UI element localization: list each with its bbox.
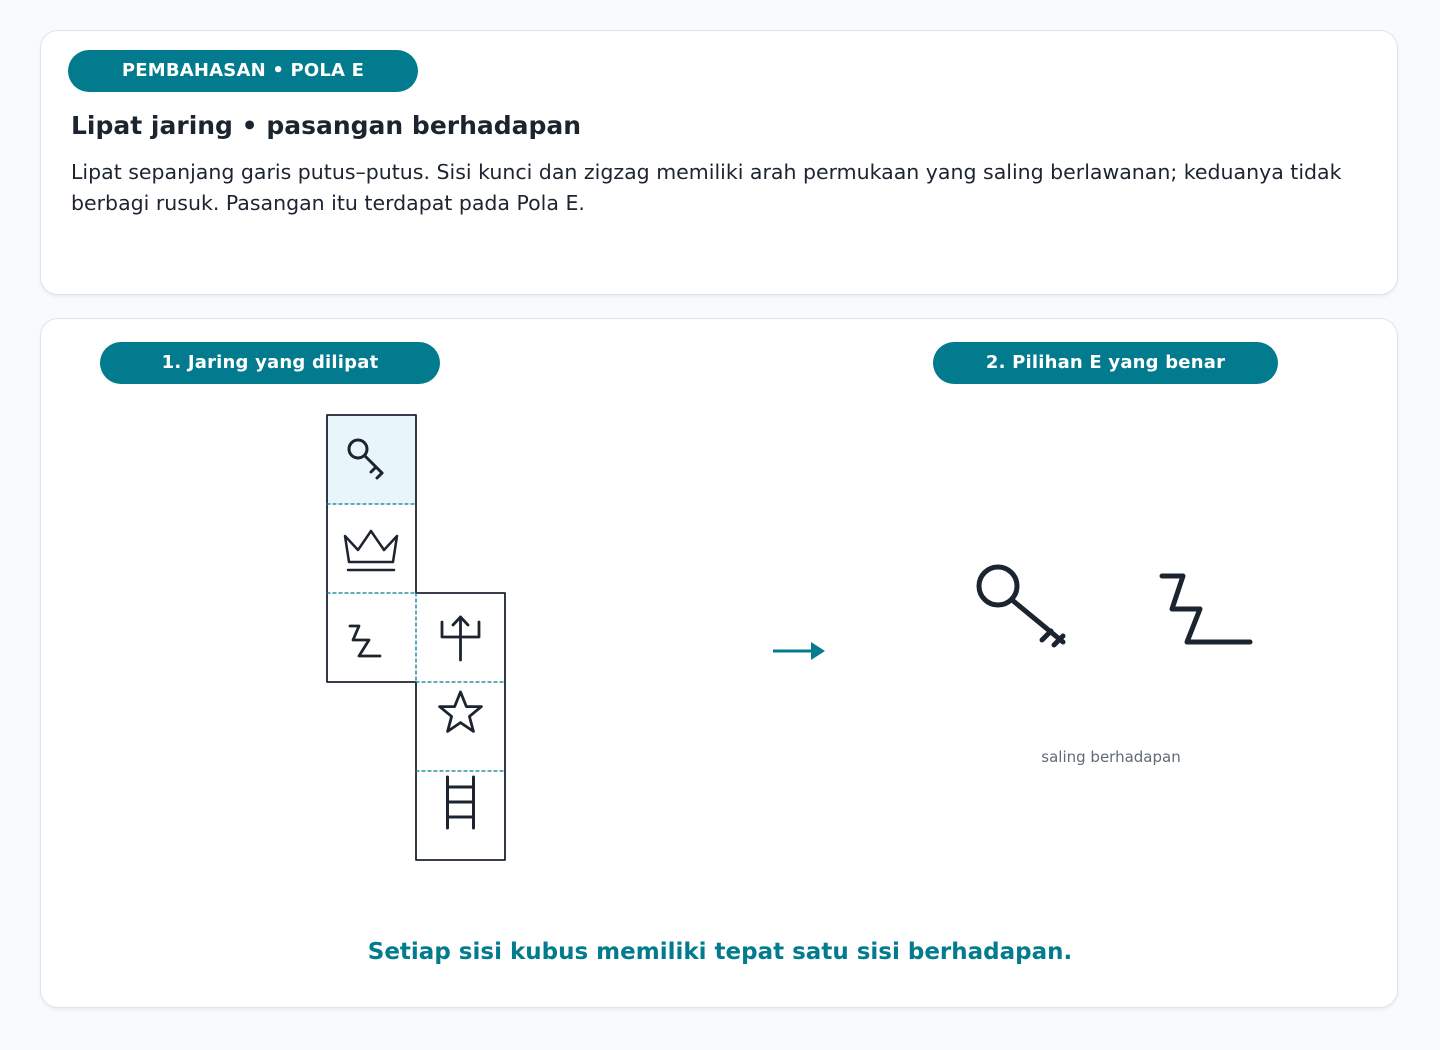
answer-pair: [971, 559, 1261, 649]
trident-icon: [442, 617, 479, 660]
ladder-icon: [448, 777, 474, 828]
diagram-card: [40, 318, 1398, 1008]
net-face-key: [327, 415, 416, 504]
zigzag-icon: [350, 626, 380, 656]
footer-note: Setiap sisi kubus memiliki tepat satu sisi berhadapan.: [367, 939, 1073, 965]
zigzag-icon: [1162, 576, 1250, 642]
net-face-trident: [442, 617, 479, 660]
pair-caption: saling berhadapan: [1041, 748, 1181, 766]
section-badge: PEMBAHASAN • POLA E: [68, 50, 418, 92]
step2-label: 2. Pilihan E yang benar: [933, 342, 1278, 384]
cube-net: [316, 404, 516, 874]
crown-icon: [345, 531, 397, 570]
net-face-ladder: [448, 777, 474, 828]
step1-label: 1. Jaring yang dilipat: [100, 342, 440, 384]
star-icon: [440, 692, 482, 731]
key-icon: [979, 567, 1063, 645]
intro-card: [40, 30, 1398, 295]
page-title: Lipat jaring • pasangan berhadapan: [71, 111, 582, 140]
net-face-crown: [345, 531, 397, 570]
arrow-icon: [771, 639, 831, 663]
net-face-zigzag: [350, 626, 380, 656]
intro-description: Lipat sepanjang garis putus–putus. Sisi kunci dan zigzag memiliki arah permukaan yang saling berlawanan; keduanya tidak berbagi rusuk. Pasangan itu terdapat pada Pola E.: [71, 160, 1342, 215]
net-face-star: [440, 692, 482, 731]
